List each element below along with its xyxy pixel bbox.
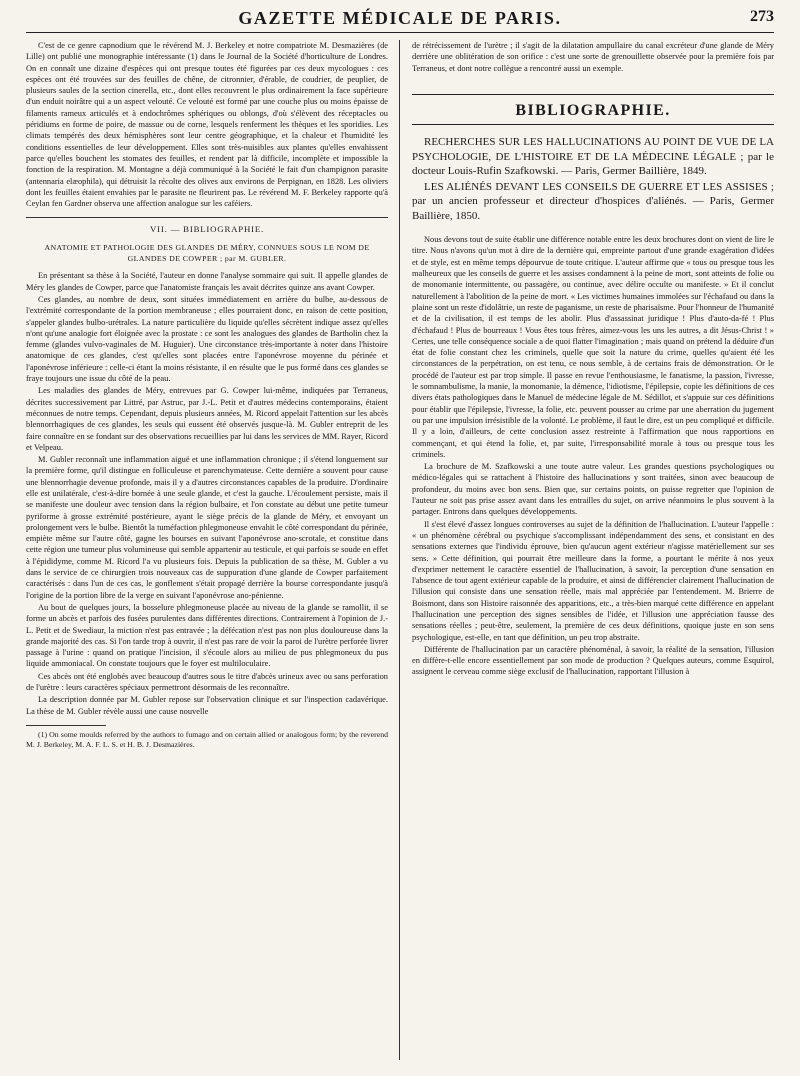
paragraph: Nous devons tout de suite établir une différence notable entre les deux brochures dont on vient de lire le titre. Nous n'avons qu'un mot à dire de la dernière qui, empreinte partout d'une grande exagération d'idées et de style, est en même temps dépourvue de toute critique. L'auteur affirme que « tous ou presque tous les malheureux que les conseils de guerre et les assises condamnent à la peine de mort, sont atteints de folie ou de monomanie intermittente, ou passagère, ou continue, avec délire occulte ou manifeste. » Et il conclut naturellement à l'abolition de la peine de mort. « Les victimes humaines immolées sur l'échafaud ou dans la plaine sont un reste d'idolâtrie, un reste de paganisme, un reste de pharisaïsme. Pour l'honneur de l'humanité et de la civilisation, il est temps de les abolir. Plus d'assassinat juridique ! Plus d'auto-da-fé ! Plus d'échafaud ! Plus de bourreaux ! Vous êtes tous frères, aimez-vous les uns les autres, a dit Jésus-Christ ! » Certes, une telle conséquence sociale a de quoi flatter l'imagination ; mais quand on prétend la déduire d'un état de folie constant chez les criminels, quelle que soit la nature du crime, quelles qu'aient été les circonstances de la perpétration, on est tenu, ce nous semble, à de certains frais de démonstration. Or le procédé de l'auteur est par trop simple. Il passe en revue l'enthousiasme, le fanatisme, la passion, l'ivresse, le somnambulisme, la manie, la monomanie, la démence, l'idiotisme, l'épilepsie, copie les définitions de ces divers états pathologiques dans le Manuel de médecine légale de M. Sédillot, et s'appuie sur ces définitions pour établir que l'épilepsie, l'ivresse, la folie, etc. peuvent pousser au crime par une aberration du jugement ou par une impulsion irrésistible de la volonté. Le problème, il faut le dire, est un peu compliqué et difficile. Il y a loin, d'ailleurs, de cette conclusion assez restreinte à l'affirmation que nous rapportions en commençant, et qui étend la folie, et, par suite, l'irresponsabilité morale à tous ou presque tous les criminels.: [412, 235, 774, 459]
bibliography-entry: RECHERCHES SUR LES HALLUCINATIONS AU POINT DE VUE DE LA PSYCHOLOGIE, DE L'HISTOIRE ET DE LA MÉDECINE LÉGALE ; par le docteur Louis-Rufin Szafkowski. — Paris, Germer Baillière, 1849.: [412, 136, 774, 178]
spacer: [412, 224, 774, 234]
paragraph: de rétrécissement de l'urètre ; il s'agit de la dilatation ampullaire du canal excréteur d'une glande de Méry derrière une oblitération de son orifice : c'est une sorte de grenouillette observée pour la première fois par Terraneus, et dont notre collègue a rencontré aussi un exemple.: [412, 41, 774, 73]
bibliography-heading: BIBLIOGRAPHIE.: [412, 94, 774, 125]
paragraph: Il s'est élevé d'assez longues controverses au sujet de la définition de l'hallucination. L'auteur l'appelle : « un phénomène cérébral ou psychique s'accomplissant indépendamment des sens, et consistant en des sensations externes que l'individu éprouve, bien qu'aucun agent extérieur n'agisse matériellement sur ses sens. » Cette définition, qui pourrait être meilleure dans la forme, a pourtant le mérite à nos yeux d'exprimer nettement le caractère essentiel de l'hallucination, à savoir, la perception d'une sensation en l'absence de tout agent extérieur capable de la produire, et ainsi de différencier clairement l'hallucination de l'illusion qui consiste dans une sensation réelle, mais mal appréciée par l'entendement. M. Brierre de Boismont, dans son Histoire raisonnée des apparitions, etc., a très-bien marqué cette différence en appelant l'hallucination une perception des signes sensibles de l'idée, et l'illusion une appréciation fausse des sensations réelles ; peut-être, seulement, la première de ces deux définitions, quoique juste en son sens psychologique, est-elle, en tant que définition, un peu trop abstraite.: [412, 519, 774, 642]
paragraph: En présentant sa thèse à la Société, l'auteur en donne l'analyse sommaire qui suit. Il appelle glandes de Méry les glandes de Cowper, parce que l'anatomiste français les avait décrites quinze ans avant Cowper.: [26, 271, 388, 292]
journal-title: GAZETTE MÉDICALE DE PARIS.: [238, 8, 562, 28]
paragraph: La description donnée par M. Gubler repose sur l'observation clinique et sur l'inspection cadavérique. La thèse de M. Gubler révèle aussi une cause nouvelle: [26, 695, 388, 716]
bibliography-entry: LES ALIÉNÉS DEVANT LES CONSEILS DE GUERRE ET LES ASSISES ; par un ancien professeur et directeur d'hospices d'aliénés. — Paris, Germer Baillière, 1850.: [412, 180, 774, 222]
section-heading: VII. — BIBLIOGRAPHIE.: [26, 217, 388, 235]
paragraph: C'est de ce genre capnodium que le révérend M. J. Berkeley et notre compatriote M. Desmazières (de Lille) ont publié une monographie intéressante (1) dans le Journal de la Société d'horticulture de Londres. On en connaît une dizaine d'espèces qui ont presque toutes été figurées par ces deux mycologues : ces espèces ont été trouvées sur des feuilles de chêne, de citronnier, d'érable, de coudrier, de peuplier, de plusieurs saules de la section cinerella, etc., dont elles recouvrent le plus ordinairement la face supérieure d'un enduit noirâtre qui a un aspect velouté. Ce velouté est formé par une couche plus ou moins épaisse de filaments rameux articulés et à endochrômes sphériques ou oblongs, d'où s'élèvent des réceptacles ou péridiums en forme de poire, de massue ou de corne, lesquels renferment les thèques et les sporidies. Les climats tempérés des deux hémisphères sont leur centre géographique, et la chaleur et l'humidité les conditions essentielles de leur développement. Elles sont très-nuisibles aux plantes qu'elles envahissent parce qu'elles bouchent les stomates des feuilles, et rendent par là difficile, incomplète et impossible la fonction de la respiration. M. Montagne a déjà communiqué à la Société le fait d'un champignon parasite (antennaria elæophila), qui détruisit la récolte des olives aux environs de Perpignan, en 1828. Les oliviers dont les feuilles étaient envahies par le parasite ne fleurirent pas. Le révérend M. F. Berkeley rapporte qu'à Ceylan fen Gardner observa une affection analogue sur les caféiers.: [26, 41, 388, 209]
paragraph: Ces glandes, au nombre de deux, sont situées immédiatement en arrière du bulbe, au-dessous de l'extrémité correspondante de la portion membraneuse ; elles pourraient donc, en raison de cette position, s'appeler glandes bulbo-urétrales. La nature particulière du liquide qu'elles sécrètent indique assez qu'elles n'ont qu'une analogie fort éloignée avec la prostate : ce sont les analogues des glandes de Bartholin chez la femme (glandes vulvo-vaginales de M. Huguier). Une circonstance très-importante à noter dans l'histoire anatomique de ces glandes, c'est qu'elles sont placées entre l'aponévrose moyenne du périnée et l'aponévrose inférieure : celle-ci étant la moins résistante, il en résulte que le pus formé dans ces glandes se fraye toujours une issue du côté de la peau.: [26, 294, 388, 384]
right-column: [412, 40, 774, 679]
paragraph: Ces abcès ont été englobés avec beaucoup d'autres sous le titre d'abcès urineux avec ou sans perforation de l'urètre : leurs caractères spéciaux permettront désormais de les reconnaître.: [26, 671, 388, 693]
page-number: 273: [750, 8, 774, 25]
footnote-rule: [26, 725, 106, 726]
paragraph: M. Gubler reconnaît une inflammation aiguë et une inflammation chronique ; il s'étend longuement sur la première forme, qu'il distingue en folliculeuse et parenchymateuse. Cette dernière a souvent pour cause une blennorrhagie devenue profonde, mais il y a d'autres circonstances capables de la produire. D'ordinaire elle est unilatérale, c'est-à-dire bornée à une seule glande, et c'est la gauche. L'écoulement persiste, mais il se manifeste une douleur avec tension dans la région bulbaire, et l'on constate au début une petite tumeur pyriforme à grosse extrémité postérieure, ayant le siège précis de la glande de Méry, et envoyant un prolongement vers le bulbe. Bientôt la tuméfaction phlegmoneuse envahit le côté correspondant du périnée, empiète même sur l'autre côté, gagne les bourses en suivant l'aponévrose ano-scrotale, et constitue dans cette région une tumeur plus volumineuse qui semble appartenir au testicule, et qui parfois se soude en effet à l'épididyme, comme M. Ricord l'a vu plusieurs fois. Depuis la publication de sa thèse, M. Gubler a vu dans le service de ce chirurgien trois nouveaux cas de suppuration d'une glande de Cowper parfaitement caractérisés : dans l'un de ces cas, le gonflement s'était propagé derrière la bourse correspondante jusqu'à l'origine de la portion libre de la verge en suivant l'aponévrose ano-pénienne.: [26, 455, 388, 600]
column-divider: [399, 40, 400, 1060]
paragraph: Différente de l'hallucination par un caractère phénoménal, à savoir, la réalité de la sensation, l'illusion en diffère-t-elle encore essentiellement par son mode de production ? Quelques auteurs, comme Esquirol, assignent le cerveau comme siège exclusif de l'hallucination, rapportant l'illusion à: [412, 644, 774, 677]
article-title: ANATOMIE ET PATHOLOGIE DES GLANDES DE MÉRY, CONNUES SOUS LE NOM DE GLANDES DE COWPER ; par M. GUBLER.: [44, 242, 370, 264]
left-column: [26, 40, 388, 752]
paragraph: Les maladies des glandes de Méry, entrevues par G. Cowper lui-même, indiquées par Terraneus, décrites successivement par Littré, par Astruc, par J.-L. Petit et d'autres médecins contemporains, étaient méconnues de notre temps. Cependant, depuis plusieurs années, M. Ricord appelait l'attention sur les abcès blennorrhagiques de ces glandes, les seuls qui eussent été observés jusque-là. M. Gubler entreprit de les faire connaître en se fondant sur des observations recueillies par lui dans les services de MM. Rayer, Ricord et Velpeau.: [26, 386, 388, 452]
paragraph: La brochure de M. Szafkowski a une toute autre valeur. Les grandes questions psychologiques ou médico-légales qui se rattachent à l'histoire des hallucinations y sont traitées, sinon avec beaucoup de profondeur, du moins avec bon sens. Bien que, sur certains points, on puisse regretter que l'opinion de l'auteur ne soit pas prise assez avant dans les entrailles du sujet, on arrive néanmoins le plus souvent à la partager. Entrons dans quelques développements.: [412, 462, 774, 517]
paragraph: Au bout de quelques jours, la bosselure phlegmoneuse placée au niveau de la glande se ramollit, il se forme un abcès et parfois des fusées purulentes dans différentes directions. Contrairement à l'opinion de J.-L. Petit et de Swediaur, la miction n'est pas entravée ; la défécation n'est pas non plus douloureuse dans la grande majorité des cas. Si l'on tarde trop à ouvrir, il n'est pas rare de voir la paroi de l'urètre perforée livrer passage à l'urine : quand on pratique l'incision, il s'écoule alors au milieu de pus phlegmoneux du pus liquide ammoniacal. On constate toujours que le foyer est multiloculaire.: [26, 602, 388, 669]
footnote: (1) On some moulds referred by the authors to fumago and on certain allied or analogous form; by the reverend M. J. Berkeley, M. A. F. L. S. et H. B. J. Desmazières.: [26, 729, 388, 750]
page-header: [26, 8, 774, 33]
